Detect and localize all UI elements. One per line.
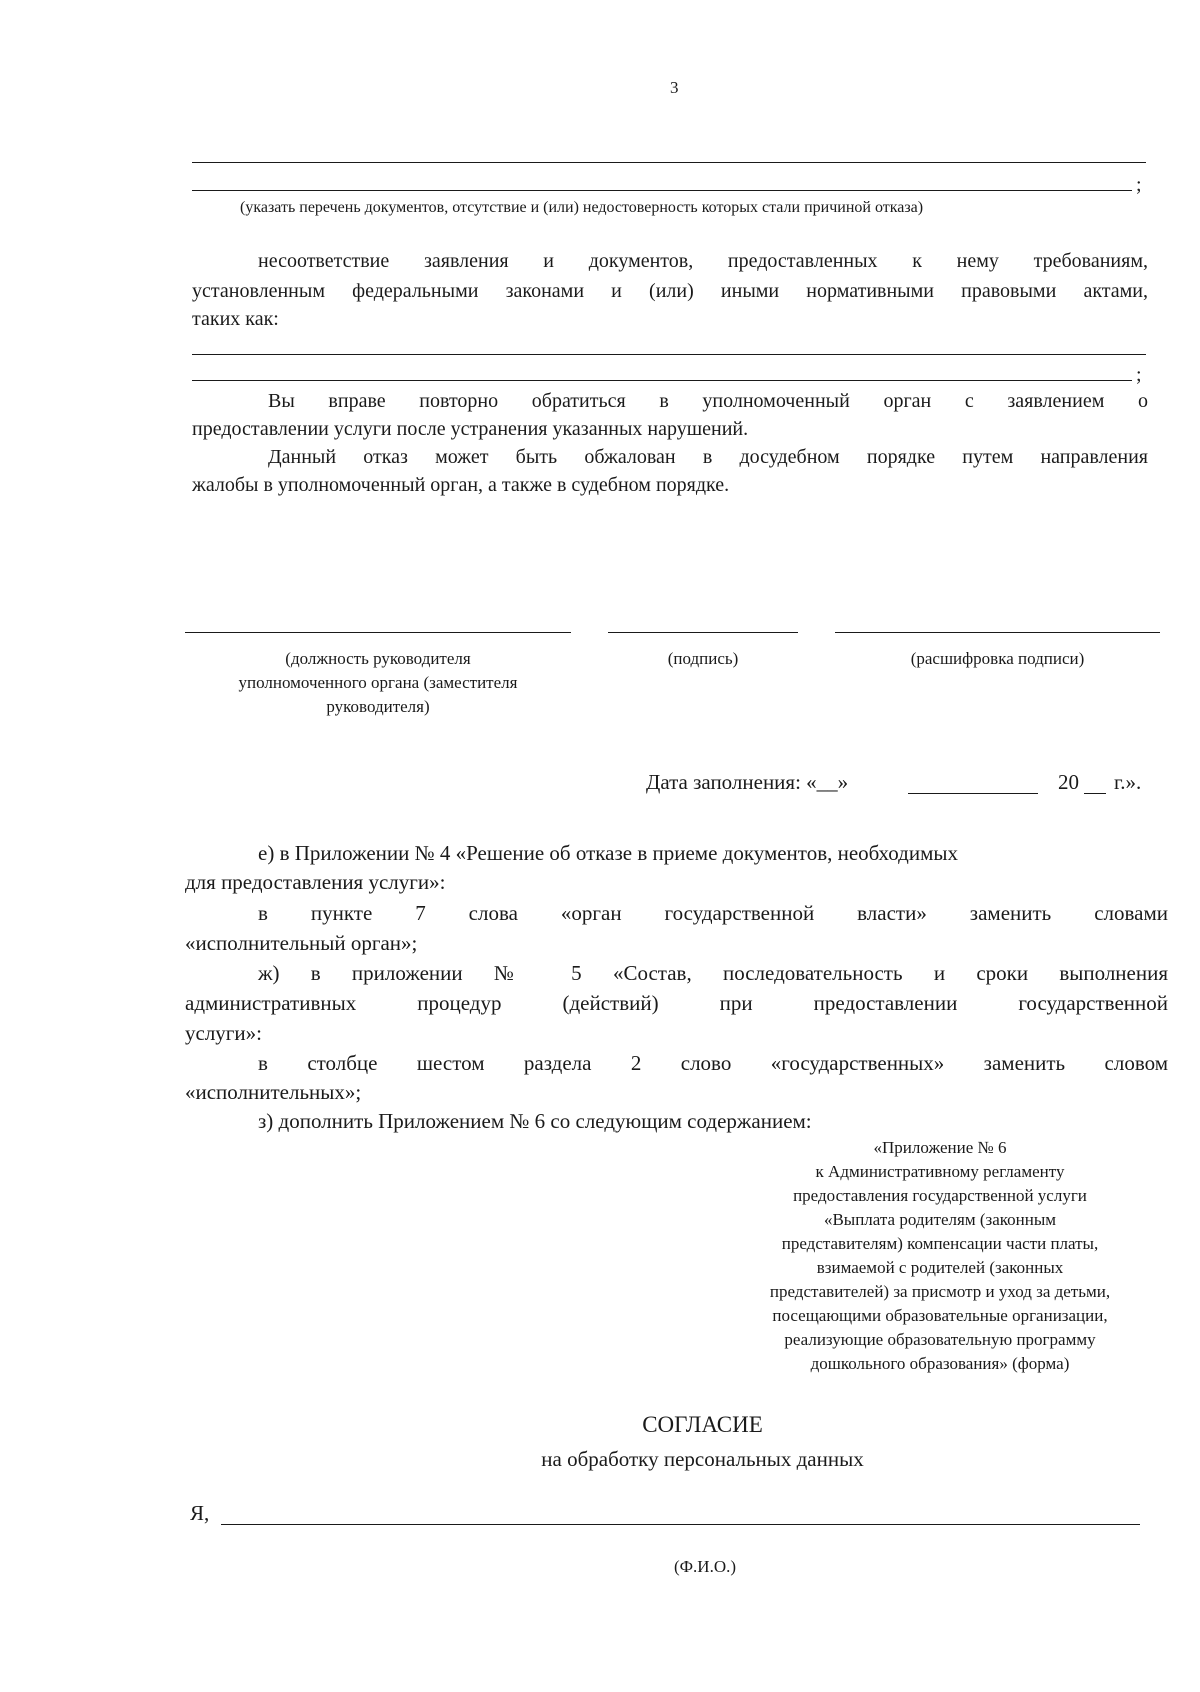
position-label: (должность руководителя уполномоченного органа (заместителя руководителя): [238, 649, 518, 716]
mismatch-text: установленным федеральными законами и (или) иными нормативными правовыми актами,: [192, 280, 1148, 302]
blank-line: [192, 190, 1132, 191]
year-suffix: г.».: [1114, 770, 1142, 794]
appeal-text: Данный отказ может быть обжалован в досудебном порядке путем направления: [268, 446, 1148, 468]
appeal-text: жалобы в уполномоченный орган, а также в судебном порядке.: [192, 474, 730, 496]
amendment-zh: услуги»:: [185, 1021, 262, 1045]
mismatch-text: несоответствие заявления и документов, предоставленных к нему требованиям,: [258, 250, 1148, 272]
amendment-e: для предоставления услуги»:: [185, 870, 446, 894]
appendix-header: «Приложение № 6 к Административному регламенту предоставления государственной услуги «Выплата родителям (законным представителям) компенсации части платы, взимаемой с родителей (законных представителей) за присмотр и уход за детьми, посещающими образовательные организации, реализующие образовательную программу дошкольного образования» (форма): [769, 1138, 1111, 1373]
consent-subtitle: на обработку персональных данных: [541, 1447, 864, 1471]
fio-line: [221, 1524, 1140, 1525]
year-line: [1084, 793, 1106, 794]
decryption-line: [835, 632, 1160, 633]
i-prefix: Я,: [190, 1501, 210, 1525]
blank-line: [192, 354, 1146, 355]
decryption-label: (расшифровка подписи): [910, 649, 1085, 668]
consent-title: СОГЛАСИЕ: [642, 1412, 763, 1437]
amendment-p7: в пункте 7 слова «орган государственной власти» заменить словами: [258, 901, 1168, 925]
fio-label: (Ф.И.О.): [673, 1557, 737, 1576]
blank-line: [192, 380, 1132, 381]
amendment-col6: «исполнительных»;: [185, 1080, 362, 1104]
year-prefix: 20: [1058, 770, 1079, 794]
reapply-text: Вы вправе повторно обратиться в уполномоченный орган с заявлением о: [268, 390, 1148, 412]
mismatch-text: таких как:: [192, 308, 279, 330]
amendment-zh: административных процедур (действий) при предоставлении государственной: [185, 991, 1168, 1015]
signature-label: (подпись): [667, 649, 739, 668]
blank-line: [192, 162, 1146, 163]
semicolon: ;: [1136, 174, 1142, 196]
reapply-text: предоставлении услуги после устранения указанных нарушений.: [192, 418, 749, 440]
amendment-z: з) дополнить Приложением № 6 со следующим содержанием:: [258, 1109, 812, 1133]
docs-caption: (указать перечень документов, отсутствие и (или) недостоверность которых стали причиной отказа): [240, 199, 924, 216]
amendment-p7: «исполнительный орган»;: [185, 931, 418, 955]
signature-line: [608, 632, 798, 633]
amendment-e: е) в Приложении № 4 «Решение об отказе в приеме документов, необходимых: [258, 841, 958, 865]
semicolon: ;: [1136, 364, 1142, 386]
position-line: [185, 632, 571, 633]
amendment-zh: ж) в приложении № 5 «Состав, последовательность и сроки выполнения: [258, 961, 1168, 985]
date-label: Дата заполнения: «__»: [646, 770, 849, 794]
page-number: 3: [670, 78, 679, 97]
date-month-line: [908, 793, 1038, 794]
amendment-col6: в столбце шестом раздела 2 слово «государственных» заменить словом: [258, 1051, 1168, 1075]
